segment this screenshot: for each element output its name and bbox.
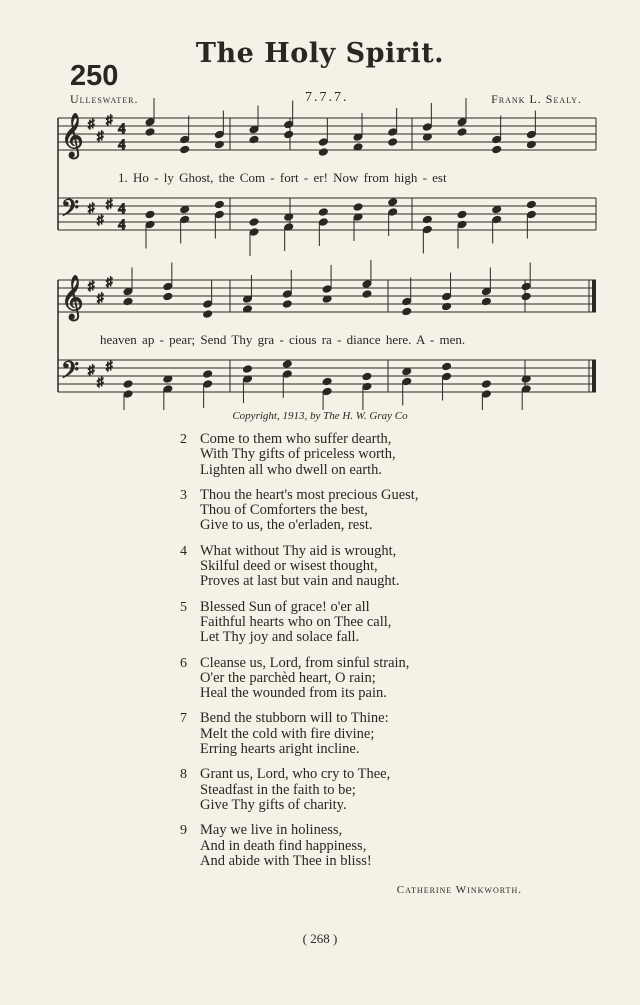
note-head — [284, 120, 294, 129]
time-signature: 4 — [118, 137, 126, 153]
verse-line: Steadfast in the faith to be; — [200, 781, 356, 798]
hymn-number: 250 — [70, 60, 119, 92]
note-head — [526, 200, 536, 209]
sharp-icon: ♯ — [88, 362, 95, 377]
verse-line: Thou the heart's most precious Guest, — [200, 486, 419, 503]
note-head — [282, 290, 292, 299]
note-head — [282, 360, 292, 369]
sharp-icon: ♯ — [97, 212, 104, 227]
note-head — [180, 145, 190, 154]
final-bar — [592, 360, 596, 392]
time-signature: 4 — [118, 217, 126, 233]
note-head — [214, 130, 224, 139]
verse-line: And abide with Thee in bliss! — [200, 852, 372, 869]
note-head — [322, 285, 332, 294]
verse-line: O'er the parchèd heart, O rain; — [200, 669, 376, 686]
verse-line: Blessed Sun of grace! o'er all — [200, 598, 370, 615]
note-head — [442, 372, 452, 381]
bass-clef-icon: 𝄢 — [61, 194, 80, 227]
verse-number: 3 — [180, 487, 187, 503]
verse-number: 4 — [180, 543, 187, 559]
note-head — [145, 128, 155, 137]
composer: Frank L. Sealy. — [491, 92, 582, 106]
note-head — [457, 210, 467, 219]
note-head — [402, 307, 412, 316]
note-head — [353, 203, 363, 212]
verse — [180, 488, 600, 534]
note-head — [481, 390, 491, 399]
note-head — [388, 198, 398, 207]
note-head — [388, 138, 398, 147]
page-number: ( 268 ) — [302, 931, 338, 946]
verse-line: Give to us, the o'erladen, rest. — [200, 517, 373, 534]
verse-line: Skilful deed or wisest thought, — [200, 558, 378, 575]
note-head — [492, 205, 502, 214]
verse-number: 2 — [180, 432, 187, 447]
verse-line: Cleanse us, Lord, from sinful strain, — [200, 654, 410, 671]
sharp-icon: ♯ — [97, 290, 104, 305]
verse-line: Grant us, Lord, who cry to Thee, — [200, 766, 391, 783]
treble-clef-icon: 𝄞 — [61, 113, 84, 157]
verse — [180, 711, 600, 757]
sharp-icon: ♯ — [88, 278, 95, 293]
verse-line: May we live in holiness, — [200, 822, 343, 839]
note-head — [318, 208, 328, 217]
note-head — [318, 148, 328, 157]
note-head — [123, 390, 133, 399]
note-head — [362, 372, 372, 381]
note-head — [442, 362, 452, 371]
treble-clef-icon: 𝄞 — [61, 275, 84, 319]
verse-number: 7 — [180, 711, 187, 727]
verse-line: Melt the cold with fire divine; — [200, 725, 375, 742]
time-signature: 4 — [118, 121, 126, 137]
note-head — [442, 292, 452, 301]
note-head — [203, 310, 213, 319]
note-head — [318, 138, 328, 147]
note-head — [388, 128, 398, 137]
note-head — [123, 287, 133, 296]
note-head — [249, 228, 259, 237]
verse-line: Erring hearts aright incline. — [200, 741, 360, 758]
time-signature: 4 — [118, 201, 126, 217]
final-bar — [592, 280, 596, 312]
note-head — [123, 380, 133, 389]
verse-line: And in death find happiness, — [200, 837, 367, 854]
lyrics-line-1: 1. Ho - ly Ghost, the Com - fort - er! Now from high - est — [118, 170, 447, 185]
note-head — [203, 380, 213, 389]
author: Catherine Winkworth. — [396, 884, 522, 896]
note-head — [145, 118, 155, 127]
meter: 7.7.7. — [305, 90, 349, 105]
verse — [180, 544, 600, 590]
sharp-icon: ♯ — [97, 374, 104, 389]
verse-line: Let Thy joy and solace fall. — [200, 629, 360, 646]
note-head — [481, 287, 491, 296]
note-head — [180, 205, 190, 214]
verse-number: 6 — [180, 655, 187, 671]
note-head — [214, 200, 224, 209]
note-head — [318, 218, 328, 227]
verse — [180, 656, 600, 702]
note-head — [362, 290, 372, 299]
note-head — [402, 367, 412, 376]
note-head — [163, 282, 173, 291]
note-head — [526, 130, 536, 139]
verse — [180, 600, 600, 646]
verse-number: 9 — [180, 823, 187, 839]
note-head — [203, 370, 213, 379]
verse — [180, 823, 600, 869]
verse-line: Faithful hearts who on Thee call, — [200, 613, 392, 630]
sharp-icon: ♯ — [106, 112, 113, 127]
copyright-notice: Copyright, 1913, by The H. W. Gray Co — [232, 410, 408, 422]
verse-line: Bend the stubborn will to Thine: — [200, 710, 389, 727]
note-head — [214, 210, 224, 219]
note-head — [521, 292, 531, 301]
note-head — [422, 123, 432, 132]
sharp-icon: ♯ — [88, 116, 95, 131]
verse-line: With Thy gifts of priceless worth, — [200, 446, 396, 463]
note-head — [362, 280, 372, 289]
note-head — [422, 225, 432, 234]
sharp-icon: ♯ — [88, 200, 95, 215]
sharp-icon: ♯ — [106, 196, 113, 211]
sharp-icon: ♯ — [106, 274, 113, 289]
verse-number: 5 — [180, 599, 187, 615]
verse-line: Heal the wounded from its pain. — [200, 685, 387, 702]
note-head — [284, 130, 294, 139]
verse-line: Proves at last but vain and naught. — [200, 573, 400, 590]
sharp-icon: ♯ — [106, 358, 113, 373]
note-head — [457, 128, 467, 137]
note-head — [145, 210, 155, 219]
note-head — [526, 210, 536, 219]
note-head — [203, 300, 213, 309]
note-head — [457, 118, 467, 127]
verses — [180, 432, 600, 879]
verse-line: Lighten all who dwell on earth. — [200, 461, 383, 478]
verse-line: Give Thy gifts of charity. — [200, 796, 347, 813]
note-head — [282, 300, 292, 309]
note-head — [322, 387, 332, 396]
note-head — [282, 370, 292, 379]
tune-name: Ulleswater. — [70, 92, 139, 106]
verse — [180, 767, 600, 813]
note-head — [481, 380, 491, 389]
verse-line: Thou of Comforters the best, — [200, 502, 368, 519]
note-head — [163, 292, 173, 301]
note-head — [521, 282, 531, 291]
verse-line: What without Thy aid is wrought, — [200, 542, 397, 559]
note-head — [492, 145, 502, 154]
note-head — [242, 365, 252, 374]
bass-clef-icon: 𝄢 — [61, 356, 80, 389]
verse-number: 8 — [180, 767, 187, 783]
music-score — [0, 0, 640, 410]
note-head — [249, 218, 259, 227]
lyrics-line-2: heaven ap - pear; Send Thy gra - cious ra - diance here. A - men. — [100, 332, 466, 347]
sharp-icon: ♯ — [97, 128, 104, 143]
verse-line: Come to them who suffer dearth, — [200, 431, 392, 447]
note-head — [388, 208, 398, 217]
section-title: The Holy Spirit. — [195, 38, 445, 69]
verse — [180, 432, 600, 478]
note-head — [249, 125, 259, 134]
